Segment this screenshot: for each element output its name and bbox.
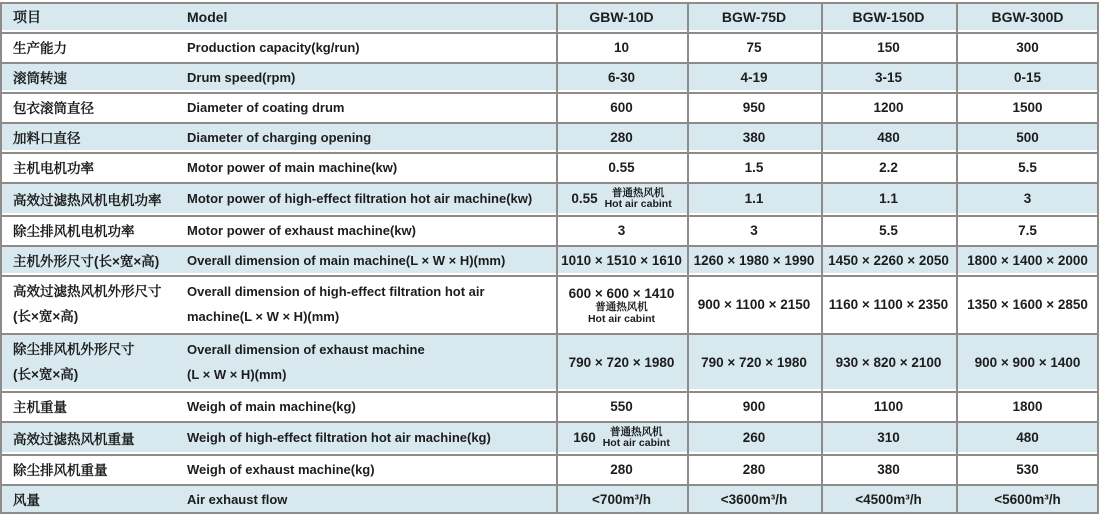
- column-divider: [556, 2, 558, 514]
- value-cell: 5.5: [821, 215, 956, 243]
- item-label-cell: [0, 333, 180, 389]
- header-item-label: 项目: [0, 2, 180, 30]
- header-model-label: Model: [180, 2, 556, 30]
- model-label-cell: Weigh of exhaust machine(kg): [180, 454, 556, 482]
- value-cell: 1500: [956, 92, 1099, 120]
- value-cell: 7.5: [956, 215, 1099, 243]
- value-cell: 4-19: [687, 62, 821, 90]
- value-cell: 380: [687, 122, 821, 150]
- value-cell: 1200: [821, 92, 956, 120]
- value-cell: 3: [556, 215, 687, 243]
- value-cell: <4500m³/h: [821, 484, 956, 514]
- value-cell: 310: [821, 421, 956, 452]
- item-label-line-2: (长×宽×高): [13, 309, 79, 324]
- item-label-cell: 除尘排风机电机功率: [0, 215, 180, 243]
- hot-air-note-en: Hot air cabint: [604, 197, 672, 210]
- model-label-cell: Overall dimension of main machine(L × W × H)(mm): [180, 245, 556, 273]
- hot-air-note-cn: 普通热风机: [611, 186, 665, 199]
- spec-row-exhaust-dimension: [0, 333, 1099, 389]
- value-cell: 280: [556, 454, 687, 482]
- value-cell-with-note: [556, 421, 687, 452]
- hot-air-note-cn: 普通热风机: [610, 425, 663, 438]
- value-cell: 150: [821, 32, 956, 60]
- value-text: 600 × 600 × 1410: [568, 286, 675, 301]
- spec-row-main-machine-dimension: [0, 245, 1099, 273]
- value-with-note: [556, 188, 687, 210]
- value-cell: 380: [821, 454, 956, 482]
- value-cell: 500: [956, 122, 1099, 150]
- value-text: 0.55: [571, 191, 598, 206]
- value-cell: 900 × 900 × 1400: [956, 333, 1099, 389]
- model-label-cell: Diameter of coating drum: [180, 92, 556, 120]
- value-cell: 480: [956, 421, 1099, 452]
- item-label-line-1: 除尘排风机外形尺寸: [13, 342, 135, 357]
- value-cell: 1260 × 1980 × 1990: [687, 245, 821, 273]
- column-divider: [956, 2, 958, 514]
- item-label-cell: 除尘排风机重量: [0, 454, 180, 482]
- model-label-line-1: Overall dimension of exhaust machine: [187, 342, 425, 357]
- model-label-cell: Air exhaust flow: [180, 484, 556, 514]
- spec-row-main-machine-weight: [0, 391, 1099, 419]
- value-cell: 10: [556, 32, 687, 60]
- spec-row-exhaust-motor-power: [0, 215, 1099, 243]
- value-cell: 1.1: [687, 182, 821, 213]
- spec-row-main-motor-power: [0, 152, 1099, 180]
- hot-air-note: [605, 188, 672, 210]
- model-label-line-2: (L × W × H)(mm): [187, 367, 287, 382]
- model-label-cell: Weigh of high-effect filtration hot air machine(kg): [180, 421, 556, 452]
- value-cell: 260: [687, 421, 821, 452]
- value-with-note: [556, 427, 687, 449]
- spec-row-exhaust-weight: [0, 454, 1099, 482]
- value-cell: 480: [821, 122, 956, 150]
- hot-air-note-en: Hot air cabint: [587, 312, 656, 325]
- header-row: [0, 2, 1099, 30]
- value-cell: 0-15: [956, 62, 1099, 90]
- value-cell: 1.5: [687, 152, 821, 180]
- model-label-line-1: Overall dimension of high-effect filtration hot air: [187, 284, 485, 299]
- hot-air-note-cn: 普通热风机: [595, 301, 648, 313]
- value-cell: 1160 × 1100 × 2350: [821, 275, 956, 331]
- spec-row-hot-air-weight: [0, 421, 1099, 452]
- value-cell: 1800 × 1400 × 2000: [956, 245, 1099, 273]
- value-cell-with-note: [556, 275, 687, 331]
- column-header-bgw-300d: BGW-300D: [956, 2, 1099, 30]
- item-label-cell: 包衣滚筒直径: [0, 92, 180, 120]
- value-cell: 3: [956, 182, 1099, 213]
- spec-row-production-capacity: [0, 32, 1099, 60]
- spec-row-hot-air-dimension: [0, 275, 1099, 331]
- spec-row-air-exhaust-flow: [0, 484, 1099, 514]
- model-label-line-2: machine(L × W × H)(mm): [187, 309, 340, 324]
- model-label-cell: Weigh of main machine(kg): [180, 391, 556, 419]
- value-cell: 5.5: [956, 152, 1099, 180]
- value-cell: 1350 × 1600 × 2850: [956, 275, 1099, 331]
- value-cell: 550: [556, 391, 687, 419]
- column-header-gbw-10d: GBW-10D: [556, 2, 687, 30]
- spec-row-hot-air-motor-power: [0, 182, 1099, 213]
- value-cell: 280: [556, 122, 687, 150]
- value-cell: 0.55: [556, 152, 687, 180]
- model-label-cell: Drum speed(rpm): [180, 62, 556, 90]
- model-label-cell: Production capacity(kg/run): [180, 32, 556, 60]
- model-label-cell: Motor power of main machine(kw): [180, 152, 556, 180]
- value-cell: 790 × 720 × 1980: [687, 333, 821, 389]
- item-label-cell: 加料口直径: [0, 122, 180, 150]
- value-cell: 930 × 820 × 2100: [821, 333, 956, 389]
- column-header-bgw-75d: BGW-75D: [687, 2, 821, 30]
- value-cell: 2.2: [821, 152, 956, 180]
- value-cell: 600: [556, 92, 687, 120]
- item-label-cell: 主机外形尺寸(长×宽×高): [0, 245, 180, 273]
- model-label-cell: Diameter of charging opening: [180, 122, 556, 150]
- hot-air-note: [603, 427, 670, 449]
- value-cell: 6-30: [556, 62, 687, 90]
- column-divider: [821, 2, 823, 514]
- value-cell: 280: [687, 454, 821, 482]
- item-label-cell: [0, 275, 180, 331]
- item-label-cell: 滚筒转速: [0, 62, 180, 90]
- value-cell: 75: [687, 32, 821, 60]
- item-label-cell: 高效过滤热风机电机功率: [0, 182, 180, 213]
- value-cell: 900: [687, 391, 821, 419]
- item-label-cell: 主机电机功率: [0, 152, 180, 180]
- value-cell: 1450 × 2260 × 2050: [821, 245, 956, 273]
- value-cell: <700m³/h: [556, 484, 687, 514]
- hot-air-note: [588, 302, 655, 325]
- spec-row-charging-opening-diameter: [0, 122, 1099, 150]
- value-cell: 790 × 720 × 1980: [556, 333, 687, 389]
- item-label-cell: 风量: [0, 484, 180, 514]
- column-header-bgw-150d: BGW-150D: [821, 2, 956, 30]
- value-cell-with-note: [556, 182, 687, 213]
- value-cell: 1800: [956, 391, 1099, 419]
- value-cell: 3-15: [821, 62, 956, 90]
- column-divider: [687, 2, 689, 514]
- item-label-line-1: 高效过滤热风机外形尺寸: [13, 284, 162, 299]
- spec-row-coating-drum-diameter: [0, 92, 1099, 120]
- value-cell: 530: [956, 454, 1099, 482]
- value-cell: 950: [687, 92, 821, 120]
- hot-air-note-en: Hot air cabint: [602, 436, 670, 449]
- model-label-cell: [180, 275, 556, 331]
- spec-row-drum-speed: [0, 62, 1099, 90]
- value-cell: <3600m³/h: [687, 484, 821, 514]
- value-text: 160: [573, 430, 596, 445]
- item-label-line-2: (长×宽×高): [13, 367, 79, 382]
- item-label-cell: 生产能力: [0, 32, 180, 60]
- model-label-cell: Motor power of high-effect filtration hot air machine(kw): [180, 182, 556, 213]
- value-cell: 1.1: [821, 182, 956, 213]
- value-cell: 900 × 1100 × 2150: [687, 275, 821, 331]
- model-label-cell: Motor power of exhaust machine(kw): [180, 215, 556, 243]
- value-cell: 300: [956, 32, 1099, 60]
- model-label-cell: [180, 333, 556, 389]
- value-cell: 1100: [821, 391, 956, 419]
- value-cell: 3: [687, 215, 821, 243]
- item-label-cell: 主机重量: [0, 391, 180, 419]
- value-cell: <5600m³/h: [956, 484, 1099, 514]
- column-divider: [0, 2, 2, 514]
- item-label-cell: 高效过滤热风机重量: [0, 421, 180, 452]
- value-cell: 1010 × 1510 × 1610: [556, 245, 687, 273]
